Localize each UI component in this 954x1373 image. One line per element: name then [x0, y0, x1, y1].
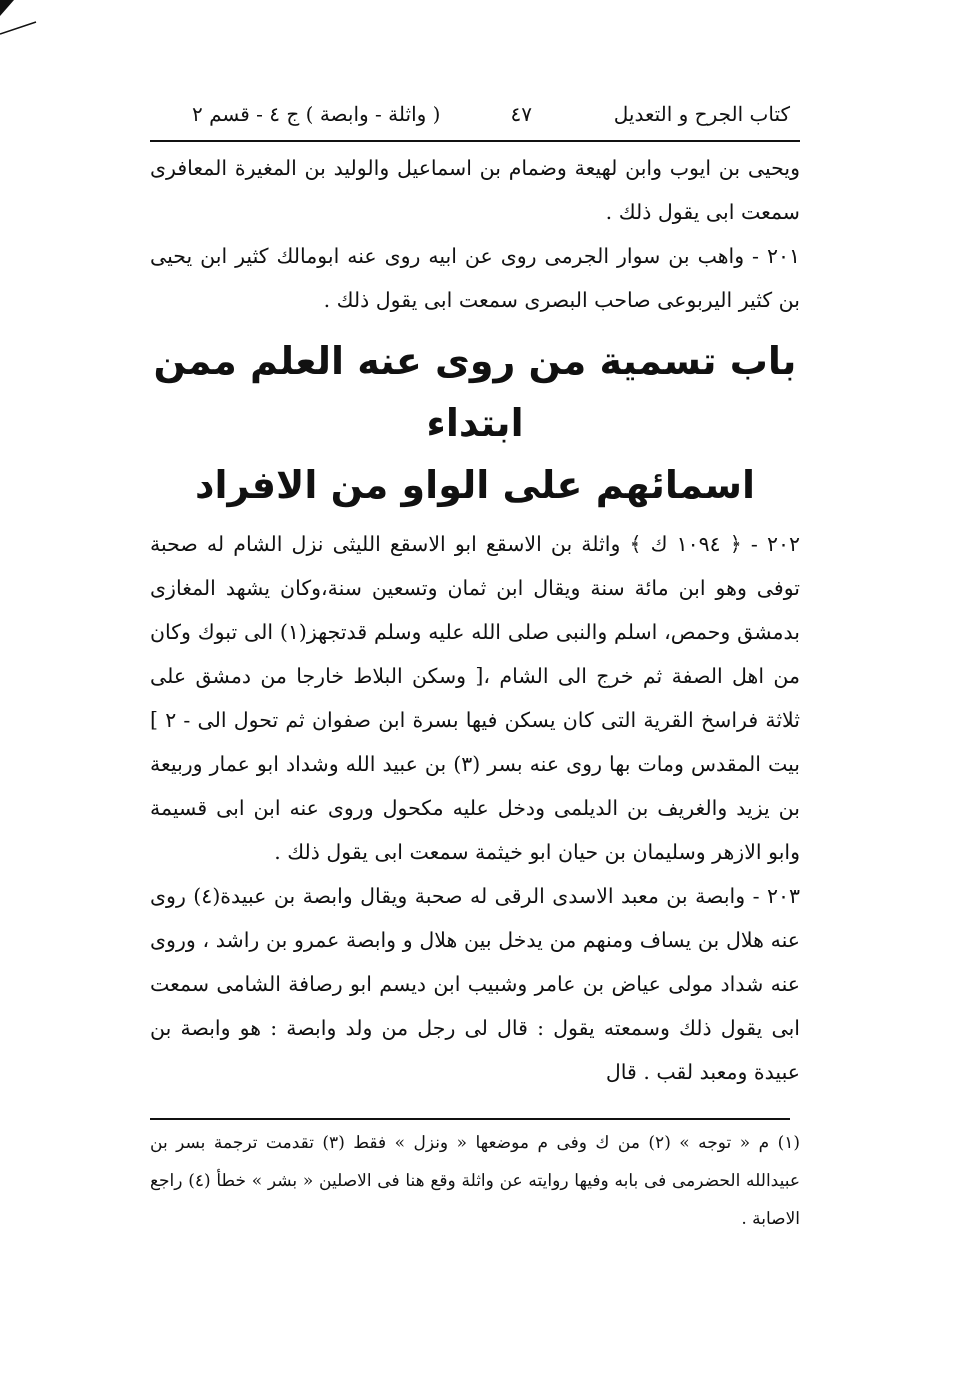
chapter-heading-line-2: اسمائهم على الواو من الافراد [195, 463, 755, 507]
chapter-heading-line-1: باب تسمية من روى عنه العلم ممن ابتداء [153, 339, 797, 445]
body-text [150, 146, 800, 1094]
footnote-divider [150, 1118, 790, 1120]
page-number: ٤٧ [510, 102, 532, 126]
paragraph-continuation: ويحيى بن ايوب وابن لهيعة وضمام بن اسماعيل والوليد بن المغيرة المعافرى سمعت ابى يقول ذلك . [150, 156, 800, 224]
entry-203: ٢٠٣ - وابصة بن معبد الاسدى الرقى له صحبة ويقال وابصة بن عبيدة(٤) روى عنه هلال بن يساف ومنهم من يدخل بين هلال و وابصة عمرو بن راشد ، وروى عنه شداد مولى عياض بن عامر وشبيب ابن ديسم ابو رصافة الشامى سمعت ابى يقول ذلك وسمعته يقول : قال لى رجل من ولد وابصة : هو وابصة بن عبيدة ومعبد لقب . قال [150, 884, 801, 1084]
entry-202: ٢٠٢ - ﴿ ١٠٩٤ ك ﴾ واثلة بن الاسقع ابو الاسقع الليثى نزل الشام له صحبة توفى وهو ابن مائة سنة ويقال ابن ثمان وتسعين سنة،وكان يشهد المغازى بدمشق وحمص، اسلم والنبى صلى الله عليه وسلم قدتجهز(١) الى تبوك وكان من اهل الصفة ثم خرج الى الشام ،[ وسكن البلاط خارجا من دمشق على ثلاثة فراسخ القرية التى كان يسكن فيها بسرة ابن صفوان ثم تحول الى - ٢ ] بيت المقدس ومات بها روى عنه بسر (٣) بن عبيد الله وشداد ابو عمار وربيعة بن يزيد والغريف بن الديلمى ودخل عليه مكحول وروى عنه ابن ابى قسيمة وابو الازهر وسليمان بن حيان ابو خيثمة سمعت ابى يقول ذلك . [150, 532, 800, 864]
corner-scan-mark [0, 0, 40, 40]
book-title: كتاب الجرح و التعديل [613, 102, 790, 126]
section-label: ( واثلة - وابصة ) ج ٤ - قسم ٢ [192, 102, 441, 126]
entry-201: ٢٠١ - واهب بن سوار الجرمى روى عن ابيه روى عنه ابومالك كثير ابن يحيى بن كثير اليربوعى صاحب البصرى سمعت ابى يقول ذلك . [150, 244, 800, 312]
document-page [150, 88, 800, 1238]
chapter-heading [150, 330, 800, 516]
footnotes: (١) م « توجه » (٢) من ك وفى م موضعها « ونزل » فقط (٣) تقدمت ترجمة بسر بن عبيدالله الحضرمى فى بابه وفيها روايته عن واثلة وقع هنا فى الاصلين « بشر » خطأ (٤) راجع الاصابة . [150, 1133, 801, 1229]
running-header [150, 88, 800, 142]
